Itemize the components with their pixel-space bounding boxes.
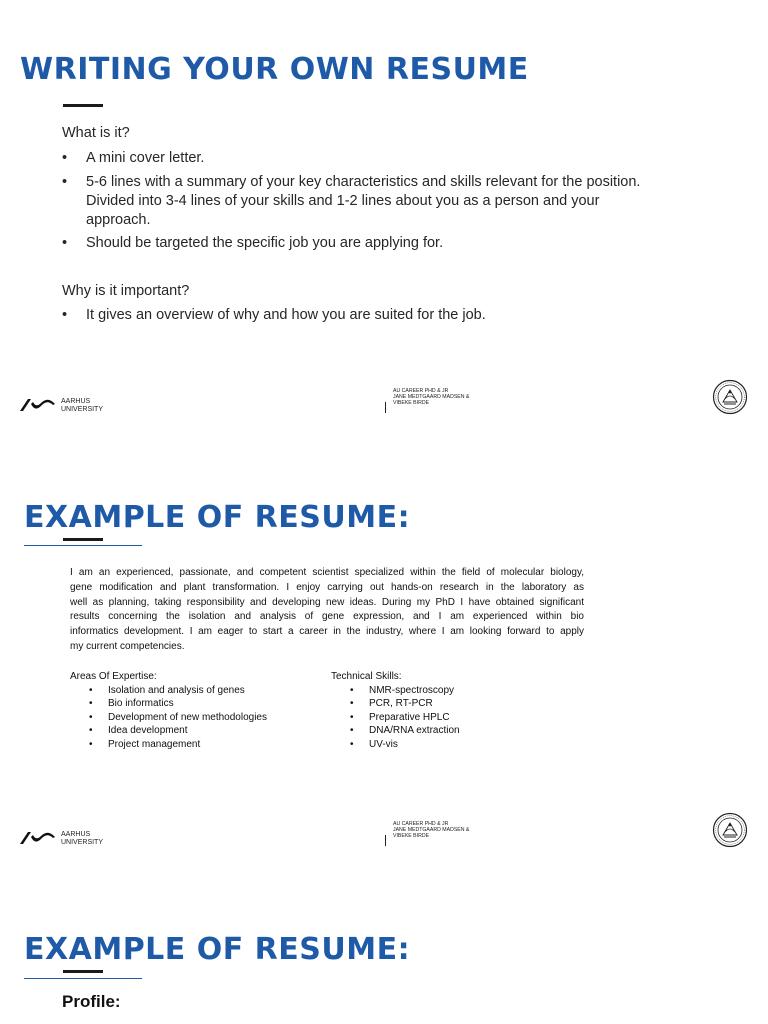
aarhus-university-label: AARHUS UNIVERSITY [61, 398, 104, 413]
slide-title: EXAMPLE OF RESUME: [24, 500, 411, 535]
footer-credits: AU CAREER PHD & JR JANE MEDTGAARD MADSEN & VIBEKE BIRDE [393, 388, 470, 406]
bullet-icon: • [62, 174, 68, 190]
bullet-icon: • [350, 725, 354, 736]
bullet-icon: • [350, 711, 354, 723]
list-item: • A mini cover letter. [62, 150, 205, 166]
technical-heading: Technical Skills: [331, 671, 402, 682]
bullet-icon: • [89, 738, 93, 750]
question-why-important: Why is it important? [62, 283, 190, 299]
bullet-icon: • [350, 738, 354, 750]
areas-of-expertise: Areas Of Expertise: • Isolation and analysis of genes • Bio informatics • Development of new methodologies • Idea development • Project management [70, 671, 267, 750]
aarhus-university-label: AARHUS UNIVERSITY [61, 831, 104, 846]
slide-title: EXAMPLE OF RESUME: [24, 932, 411, 967]
question-what-is-it: What is it? [62, 125, 130, 141]
bullet-icon: • [350, 698, 354, 709]
footer-credits: AU CAREER PHD & JR JANE MEDTGAARD MADSEN & VIBEKE BIRDE [393, 821, 470, 839]
title-baseline [24, 978, 142, 979]
list-item: • 5-6 lines with a summary of your key characteristics and skills relevant for the position. Divided into 3-4 lines of your skills and 1-2 lines about you as a person and your approach. [62, 174, 641, 228]
bullet-icon: • [89, 684, 93, 696]
slide-title: WRITING YOUR OWN RESUME [20, 52, 529, 87]
list-item: • It gives an overview of why and how you are suited for the job. [62, 307, 486, 323]
profile-label: Profile: [62, 992, 121, 1011]
expertise-heading: Areas Of Expertise: [70, 671, 157, 682]
list-item: • Should be targeted the specific job you are applying for. [62, 235, 444, 251]
slide-example-resume: EXAMPLE OF RESUME: I am an experienced, passionate, and competent scientist specialized within the field of molecular biology, gene modification and plant transformation. I enjoy carrying out hands-on research in the laboratory as well as planning, taking responsibility and developing new ideas. During my PhD I have obtained significant results concerning the isolation and analysis of gene expression, and I am experienced within bio informatics development. I am eager to start a career in the industry, where I am looking forward to apply my current competencies. Areas Of Expertise: • Isolation and analysis of genes • Bio informatics • Development of new methodologies • Idea development • Project management Technical Skills: • NMR-spectroscopy • PCR, RT-PCR • Preparative HPLC • DNA/RNA extraction • UV-vis AARHUS UNIVERSITY AU CAREER PHD & JR JANE MEDTGAARD MADSEN & VIBEKE BIRDE [0, 0, 768, 870]
title-underline [63, 970, 103, 973]
bullet-icon: • [62, 307, 68, 323]
bullet-icon: • [89, 698, 93, 709]
bullet-icon: • [62, 150, 68, 166]
technical-skills: Technical Skills: • NMR-spectroscopy • PCR, RT-PCR • Preparative HPLC • DNA/RNA extraction • UV-vis [331, 671, 460, 750]
bullet-icon: • [89, 725, 93, 736]
bullet-icon: • [350, 684, 354, 696]
bullet-icon: • [89, 711, 93, 723]
bullet-icon: • [62, 235, 68, 251]
